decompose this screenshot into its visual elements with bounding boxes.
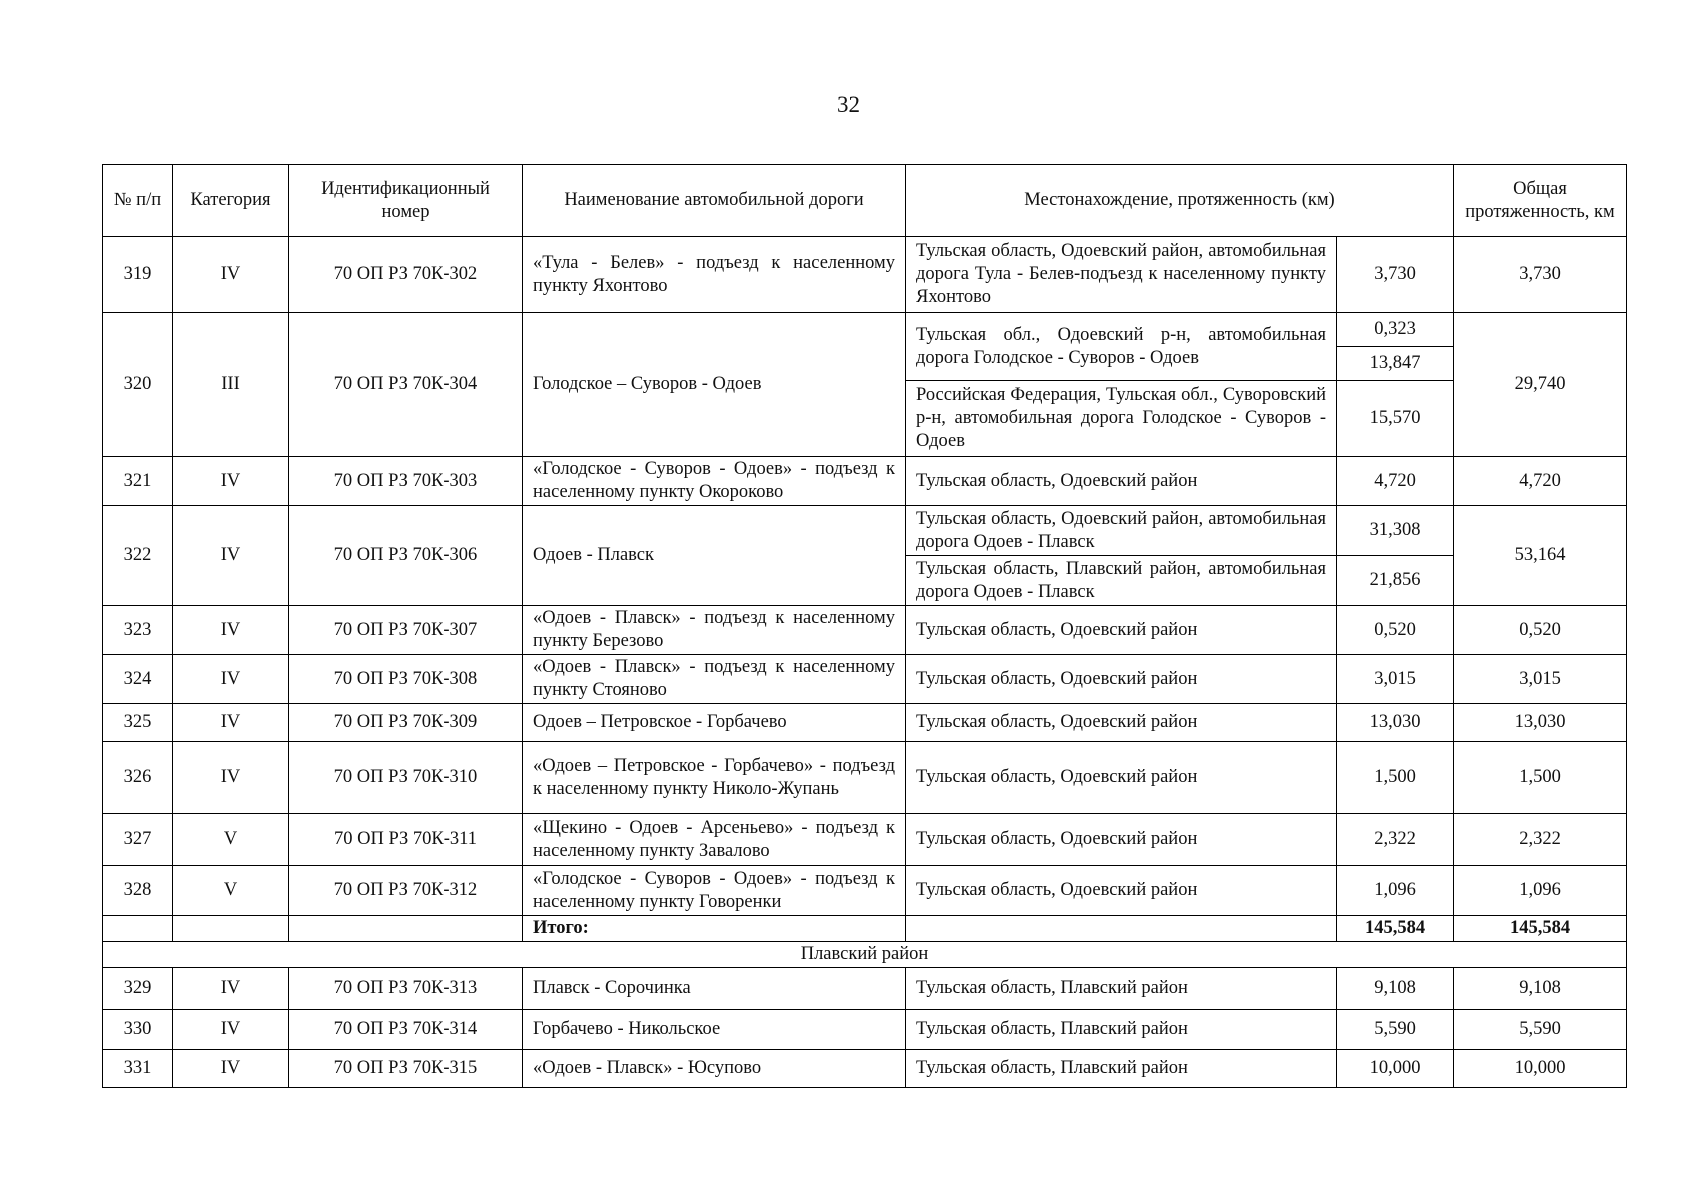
table-row (103, 742, 1627, 814)
cell-length: 3,015 (1337, 655, 1454, 704)
cell-location: Тульская область, Одоевский район (906, 704, 1337, 742)
cell-total: 0,520 (1454, 606, 1627, 655)
cell-category: IV (173, 655, 289, 704)
header-total: Общая протяженность, км (1454, 165, 1627, 237)
cell-location: Тульская область, Плавский район (906, 968, 1337, 1010)
cell-id: 70 ОП РЗ 70К-311 (289, 814, 523, 866)
cell-total: 3,015 (1454, 655, 1627, 704)
cell-length: 15,570 (1337, 381, 1454, 457)
cell-length: 3,730 (1337, 237, 1454, 313)
cell-id: 70 ОП РЗ 70К-304 (289, 313, 523, 457)
cell-road-name: «Одоев - Плавск» - подъезд к населенному пункту Березово (523, 606, 906, 655)
cell-total: 13,030 (1454, 704, 1627, 742)
cell-road-name: «Щекино - Одоев - Арсеньево» - подъезд к населенному пункту Завалово (523, 814, 906, 866)
cell-id: 70 ОП РЗ 70К-308 (289, 655, 523, 704)
cell-location: Тульская область, Одоевский район (906, 742, 1337, 814)
cell-category: III (173, 313, 289, 457)
cell-total: 53,164 (1454, 506, 1627, 606)
cell-length: 13,030 (1337, 704, 1454, 742)
cell-category: V (173, 866, 289, 916)
cell-length: 0,520 (1337, 606, 1454, 655)
table-row (103, 704, 1627, 742)
cell-num: 329 (103, 968, 173, 1010)
cell-length: 1,096 (1337, 866, 1454, 916)
cell-total: 29,740 (1454, 313, 1627, 457)
cell-total: 9,108 (1454, 968, 1627, 1010)
cell-total: 3,730 (1454, 237, 1627, 313)
cell-road-name: «Голодское - Суворов - Одоев» - подъезд к населенному пункту Говоренки (523, 866, 906, 916)
cell-total: 4,720 (1454, 457, 1627, 506)
subtotal-length: 145,584 (1337, 916, 1454, 942)
cell-location: Тульская область, Одоевский район (906, 606, 1337, 655)
cell-road-name: Горбачево - Никольское (523, 1010, 906, 1050)
cell-category: IV (173, 968, 289, 1010)
cell-num: 320 (103, 313, 173, 457)
cell-num: 323 (103, 606, 173, 655)
cell-total: 5,590 (1454, 1010, 1627, 1050)
cell-location: Российская Федерация, Тульская обл., Суворовский р-н, автомобильная дорога Голодское - Суворов - Одоев (906, 381, 1337, 457)
cell-num: 324 (103, 655, 173, 704)
cell-location: Тульская область, Плавский район, автомобильная дорога Одоев - Плавск (906, 556, 1337, 606)
header-category: Категория (173, 165, 289, 237)
cell-empty (289, 916, 523, 942)
cell-id: 70 ОП РЗ 70К-307 (289, 606, 523, 655)
cell-category: IV (173, 704, 289, 742)
cell-length: 21,856 (1337, 556, 1454, 606)
table-row (103, 457, 1627, 506)
header-name: Наименование автомобильной дороги (523, 165, 906, 237)
cell-category: IV (173, 457, 289, 506)
cell-total: 1,500 (1454, 742, 1627, 814)
cell-road-name: Одоев - Плавск (523, 506, 906, 606)
table-row (103, 814, 1627, 866)
cell-id: 70 ОП РЗ 70К-312 (289, 866, 523, 916)
cell-id: 70 ОП РЗ 70К-310 (289, 742, 523, 814)
table-row (103, 968, 1627, 1010)
subtotal-total: 145,584 (1454, 916, 1627, 942)
table-header-row (103, 165, 1627, 237)
cell-length: 9,108 (1337, 968, 1454, 1010)
table-row (103, 1050, 1627, 1088)
cell-length: 2,322 (1337, 814, 1454, 866)
cell-road-name: «Одоев - Плавск» - Юсупово (523, 1050, 906, 1088)
cell-road-name: Одоев – Петровское - Горбачево (523, 704, 906, 742)
roads-table (102, 164, 1627, 1088)
cell-location: Тульская обл., Одоевский р-н, автомобильная дорога Голодское - Суворов - Одоев (906, 313, 1337, 381)
cell-road-name: «Тула - Белев» - подъезд к населенному пункту Яхонтово (523, 237, 906, 313)
cell-road-name: Плавск - Сорочинка (523, 968, 906, 1010)
subtotal-row (103, 916, 1627, 942)
cell-id: 70 ОП РЗ 70К-309 (289, 704, 523, 742)
cell-length: 1,500 (1337, 742, 1454, 814)
cell-total: 2,322 (1454, 814, 1627, 866)
cell-num: 328 (103, 866, 173, 916)
table-row (103, 866, 1627, 916)
cell-location: Тульская область, Одоевский район (906, 655, 1337, 704)
cell-road-name: «Одоев – Петровское - Горбачево» - подъезд к населенному пункту Николо-Жупань (523, 742, 906, 814)
cell-num: 319 (103, 237, 173, 313)
cell-total: 10,000 (1454, 1050, 1627, 1088)
cell-num: 321 (103, 457, 173, 506)
cell-id: 70 ОП РЗ 70К-314 (289, 1010, 523, 1050)
cell-length: 31,308 (1337, 506, 1454, 556)
cell-id: 70 ОП РЗ 70К-313 (289, 968, 523, 1010)
cell-category: IV (173, 742, 289, 814)
cell-empty (906, 916, 1337, 942)
cell-num: 330 (103, 1010, 173, 1050)
page-number: 32 (837, 92, 860, 117)
table-row (103, 1010, 1627, 1050)
cell-length: 10,000 (1337, 1050, 1454, 1088)
table-row (103, 506, 1627, 556)
cell-id: 70 ОП РЗ 70К-306 (289, 506, 523, 606)
cell-total: 1,096 (1454, 866, 1627, 916)
table-row (103, 655, 1627, 704)
cell-road-name: Голодское – Суворов - Одоев (523, 313, 906, 457)
cell-road-name: «Голодское - Суворов - Одоев» - подъезд к населенному пункту Окороково (523, 457, 906, 506)
subtotal-label: Итого: (523, 916, 906, 942)
cell-location: Тульская область, Одоевский район (906, 814, 1337, 866)
cell-num: 327 (103, 814, 173, 866)
cell-num: 325 (103, 704, 173, 742)
cell-length: 13,847 (1337, 347, 1454, 381)
cell-location: Тульская область, Плавский район (906, 1050, 1337, 1088)
cell-length: 5,590 (1337, 1010, 1454, 1050)
header-num: № п/п (103, 165, 173, 237)
cell-num: 326 (103, 742, 173, 814)
cell-location: Тульская область, Одоевский район (906, 866, 1337, 916)
cell-category: IV (173, 606, 289, 655)
cell-road-name: «Одоев - Плавск» - подъезд к населенному пункту Стояново (523, 655, 906, 704)
header-id: Идентификационный номер (289, 165, 523, 237)
cell-category: V (173, 814, 289, 866)
cell-location: Тульская область, Одоевский район, автомобильная дорога Тула - Белев-подъезд к населенному пункту Яхонтово (906, 237, 1337, 313)
cell-category: IV (173, 237, 289, 313)
table-row (103, 606, 1627, 655)
table-row (103, 237, 1627, 313)
cell-length: 0,323 (1337, 313, 1454, 347)
cell-length: 4,720 (1337, 457, 1454, 506)
cell-location: Тульская область, Одоевский район (906, 457, 1337, 506)
cell-location: Тульская область, Одоевский район, автомобильная дорога Одоев - Плавск (906, 506, 1337, 556)
district-heading: Плавский район (103, 942, 1627, 968)
cell-num: 322 (103, 506, 173, 606)
cell-category: IV (173, 1010, 289, 1050)
cell-empty (103, 916, 173, 942)
cell-location: Тульская область, Плавский район (906, 1010, 1337, 1050)
cell-num: 331 (103, 1050, 173, 1088)
cell-empty (173, 916, 289, 942)
cell-id: 70 ОП РЗ 70К-315 (289, 1050, 523, 1088)
cell-category: IV (173, 506, 289, 606)
cell-id: 70 ОП РЗ 70К-303 (289, 457, 523, 506)
cell-category: IV (173, 1050, 289, 1088)
header-location: Местонахождение, протяженность (км) (906, 165, 1454, 237)
district-row (103, 942, 1627, 968)
table-row (103, 313, 1627, 347)
cell-id: 70 ОП РЗ 70К-302 (289, 237, 523, 313)
